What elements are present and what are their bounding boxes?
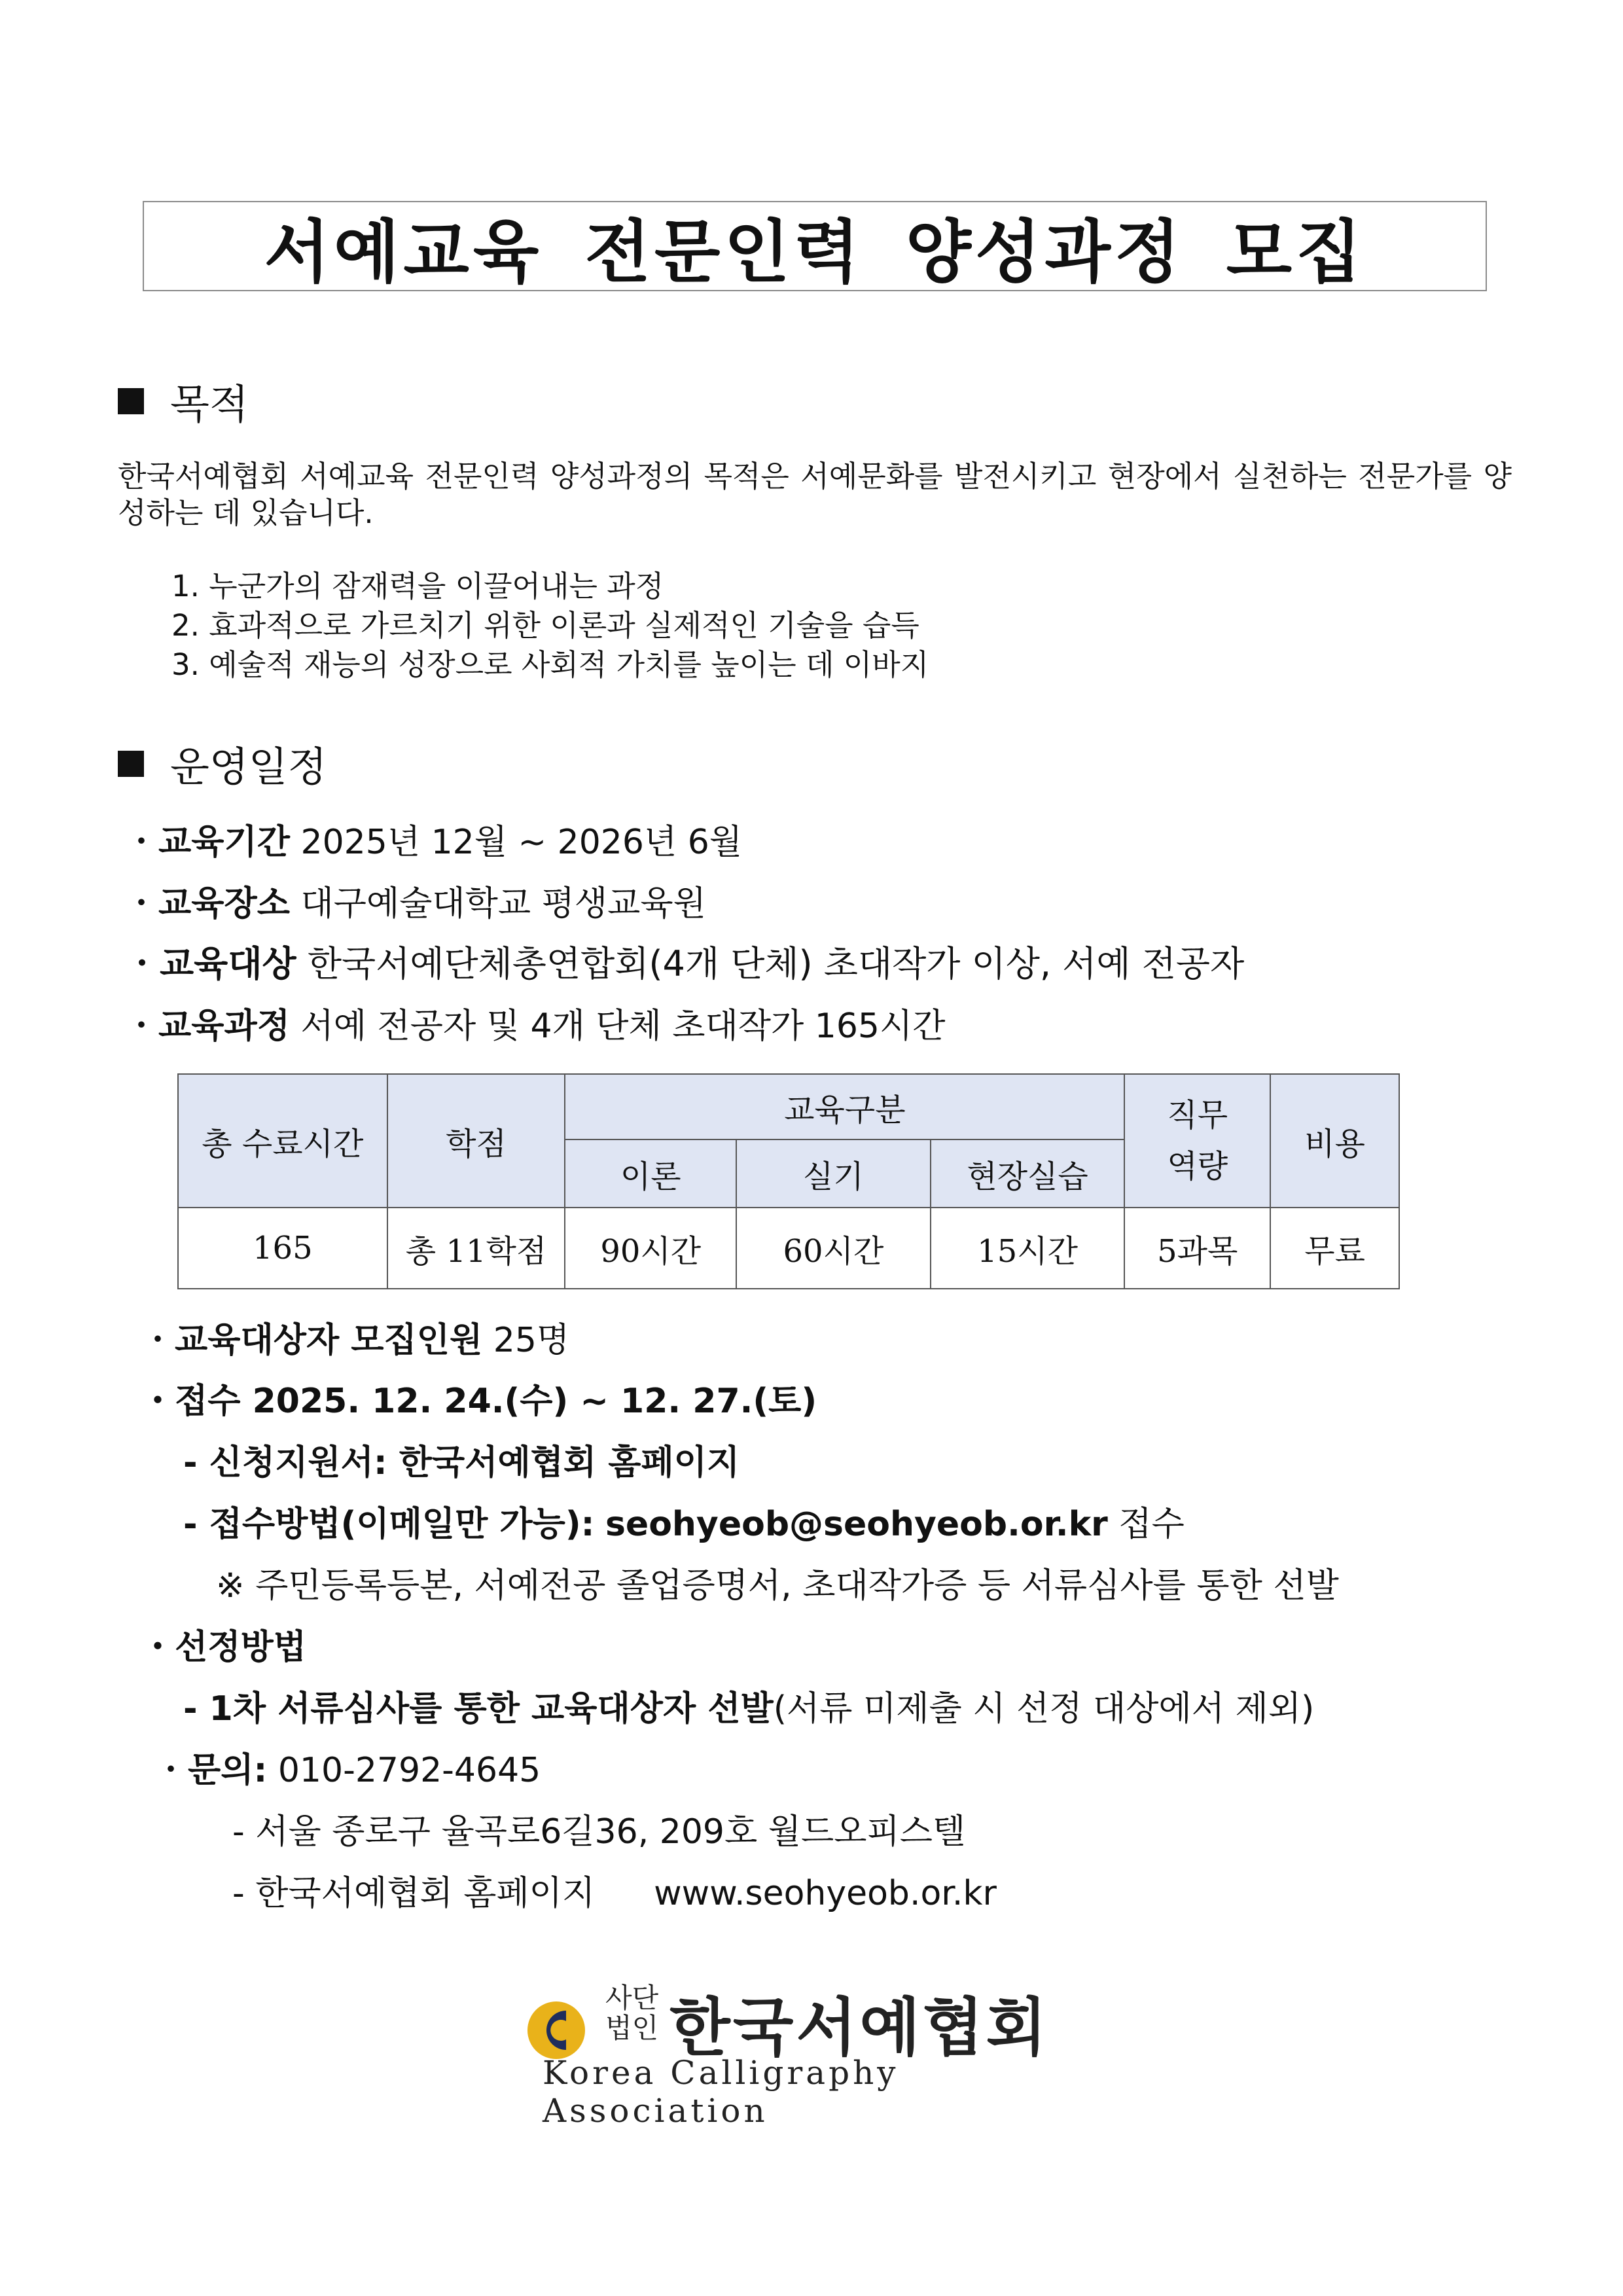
header-job-line1: 직무 — [1167, 1097, 1228, 1134]
header-job — [1124, 1074, 1270, 1208]
contact-homepage-label: - 한국서예협회 홈페이지 — [232, 1874, 596, 1913]
cell-credits: 총 11학점 — [387, 1208, 565, 1289]
apply-line — [141, 1373, 817, 1422]
header-cost: 비용 — [1270, 1074, 1399, 1208]
period-line — [124, 814, 742, 863]
logo-small-line2: 법인 — [605, 2012, 659, 2044]
selection-item-normal: (서류 미제출 시 선정 대상에서 제외) — [773, 1689, 1315, 1729]
target-value: 한국서예단체총연합회(4개 단체) 초대작가 이상, 서예 전공자 — [307, 943, 1245, 984]
selection-label: 선정방법 — [175, 1628, 306, 1667]
target-line — [124, 936, 1244, 986]
header-field: 현장실습 — [931, 1139, 1125, 1208]
cell-field: 15시간 — [931, 1208, 1125, 1289]
logo-name: 한국서예협회 — [669, 1990, 1050, 2064]
schedule-table — [177, 1073, 1400, 1289]
apply-value: 2025. 12. 24.(수) ~ 12. 27.(토) — [252, 1382, 817, 1421]
target-label: 교육대상 — [160, 943, 296, 984]
apply-email[interactable]: seohyeob@seohyeob.or.kr — [605, 1505, 1108, 1544]
place-value: 대구예술대학교 평생교육원 — [300, 884, 706, 924]
header-theory: 이론 — [565, 1139, 736, 1208]
title-box — [143, 201, 1487, 291]
cell-theory: 90시간 — [565, 1208, 736, 1289]
selection-item-bold: - 1차 서류심사를 통한 교육대상자 선발 — [183, 1689, 774, 1729]
apply-method-suffix: 접수 — [1118, 1505, 1185, 1544]
bullet: ・ — [124, 823, 159, 862]
logo-small-line1: 사단 — [605, 1982, 659, 2014]
bullet: ・ — [124, 1007, 159, 1046]
recruit-label: 교육대상자 모집인원 — [175, 1321, 483, 1360]
purpose-text: 한국서예협회 서예교육 전문인력 양성과정의 목적은 서예문화를 발전시키고 현장에서 실천하는 전문가를 양성하는 데 있습니다. — [118, 459, 1512, 530]
course-value: 서예 전공자 및 4개 단체 초대작가 165시간 — [300, 1007, 946, 1046]
selection-line — [141, 1619, 306, 1668]
logo-mark-icon — [520, 1991, 592, 2063]
period-label: 교육기간 — [158, 823, 290, 862]
apply-method-line — [183, 1496, 1185, 1545]
purpose-item-1: 1. 누군가의 잠재력을 이끌어내는 과정 — [171, 569, 664, 603]
bullet: ・ — [141, 1628, 175, 1667]
header-practice: 실기 — [736, 1139, 931, 1208]
place-line — [124, 876, 706, 925]
logo-english: Korea Calligraphy Association — [543, 2054, 899, 2130]
header-credits: 학점 — [387, 1074, 565, 1208]
header-job-line2: 역량 — [1167, 1148, 1228, 1185]
association-logo — [520, 1978, 1096, 2130]
bullet: ・ — [141, 1321, 175, 1360]
contact-homepage-line — [232, 1865, 997, 1914]
table-header-row — [178, 1074, 1399, 1139]
table-row — [178, 1208, 1399, 1289]
place-label: 교육장소 — [158, 884, 290, 924]
apply-form: - 신청지원서: 한국서예협회 홈페이지 — [183, 1443, 740, 1482]
purpose-item-3: 3. 예술적 재능의 성장으로 사회적 가치를 높이는 데 이바지 — [171, 647, 929, 682]
purpose-list — [171, 567, 929, 685]
cell-total-hours: 165 — [178, 1208, 387, 1289]
square-bullet-icon — [118, 751, 144, 777]
course-line — [124, 998, 945, 1047]
bullet: ・ — [124, 884, 159, 924]
apply-label: 접수 — [175, 1382, 241, 1421]
square-bullet-icon — [118, 388, 144, 414]
contact-url[interactable]: www.seohyeob.or.kr — [654, 1874, 997, 1913]
bullet: ・ — [141, 1382, 175, 1421]
contact-line — [154, 1742, 541, 1791]
schedule-heading: 운영일정 — [170, 743, 327, 791]
recruit-line — [141, 1312, 569, 1361]
contact-address: - 서울 종로구 율곡로6길36, 209호 월드오피스텔 — [232, 1812, 966, 1852]
section-heading-schedule — [118, 734, 327, 793]
page-title: 서예교육 전문인력 양성과정 모집 — [264, 212, 1366, 292]
recruit-value: 25명 — [493, 1321, 570, 1360]
cell-practice: 60시간 — [736, 1208, 931, 1289]
cell-cost: 무료 — [1270, 1208, 1399, 1289]
course-label: 교육과정 — [158, 1007, 290, 1046]
header-category: 교육구분 — [565, 1074, 1124, 1139]
contact-label: 문의: — [188, 1751, 268, 1790]
contact-phone: 010-2792-4645 — [277, 1751, 541, 1790]
apply-method-label: - 접수방법(이메일만 가능): — [183, 1505, 595, 1544]
header-total-hours: 총 수료시간 — [178, 1074, 387, 1208]
bullet: ・ — [124, 943, 160, 984]
bullet: ・ — [154, 1751, 188, 1790]
period-value: 2025년 12월 ~ 2026년 6월 — [300, 823, 743, 862]
purpose-heading: 목적 — [170, 380, 249, 428]
purpose-item-2: 2. 효과적으로 가르치기 위한 이론과 실제적인 기술을 습득 — [171, 608, 919, 643]
apply-note: ※ 주민등록등본, 서예전공 졸업증명서, 초대작가증 등 서류심사를 통한 선발 — [216, 1566, 1339, 1605]
cell-job: 5과목 — [1124, 1208, 1270, 1289]
logo-small-text — [605, 1983, 658, 2043]
selection-item — [183, 1681, 1314, 1730]
section-heading-purpose — [118, 372, 249, 430]
